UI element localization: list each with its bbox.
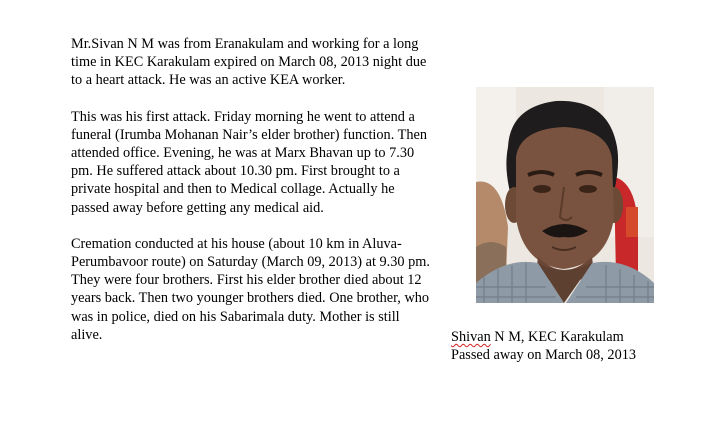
paragraph-intro: Mr.Sivan N M was from Eranakulam and working for a long time in KEC Karakulam expired on March 08, 2013 night due to a heart attack. He was an active KEA worker.	[71, 36, 427, 89]
caption-line-1	[451, 328, 711, 346]
portrait-photo	[476, 87, 654, 303]
paragraph-cremation: Cremation conducted at his house (about 10 km in Aluva-Perumbavoor route) on Saturday (March 09, 2013) at 9.30 pm. They were four brothers. First his elder brother died about 12 years back. Then two younger brothers died. One brother, who was in police, died on his Sabarimala duty. Mother is still alive.	[71, 235, 430, 343]
caption-affiliation: N M, KEC Karakulam	[490, 329, 624, 345]
photo-caption	[451, 328, 711, 364]
portrait-illustration	[476, 87, 654, 303]
article-body	[71, 35, 431, 362]
paragraph-details: This was his first attack. Friday morning he went to attend a funeral (Irumba Mohanan Nair’s elder brother) function. Then attended office. Evening, he was at Marx Bhavan up to 7.30 pm. He suffered attack about 10.30 pm. First brought to a private hospital and then to Medical collage. Actually he passed away before getting any medical aid.	[71, 108, 427, 216]
caption-line-2: Passed away on March 08, 2013	[451, 347, 637, 364]
caption-name: Shivan	[451, 329, 491, 345]
